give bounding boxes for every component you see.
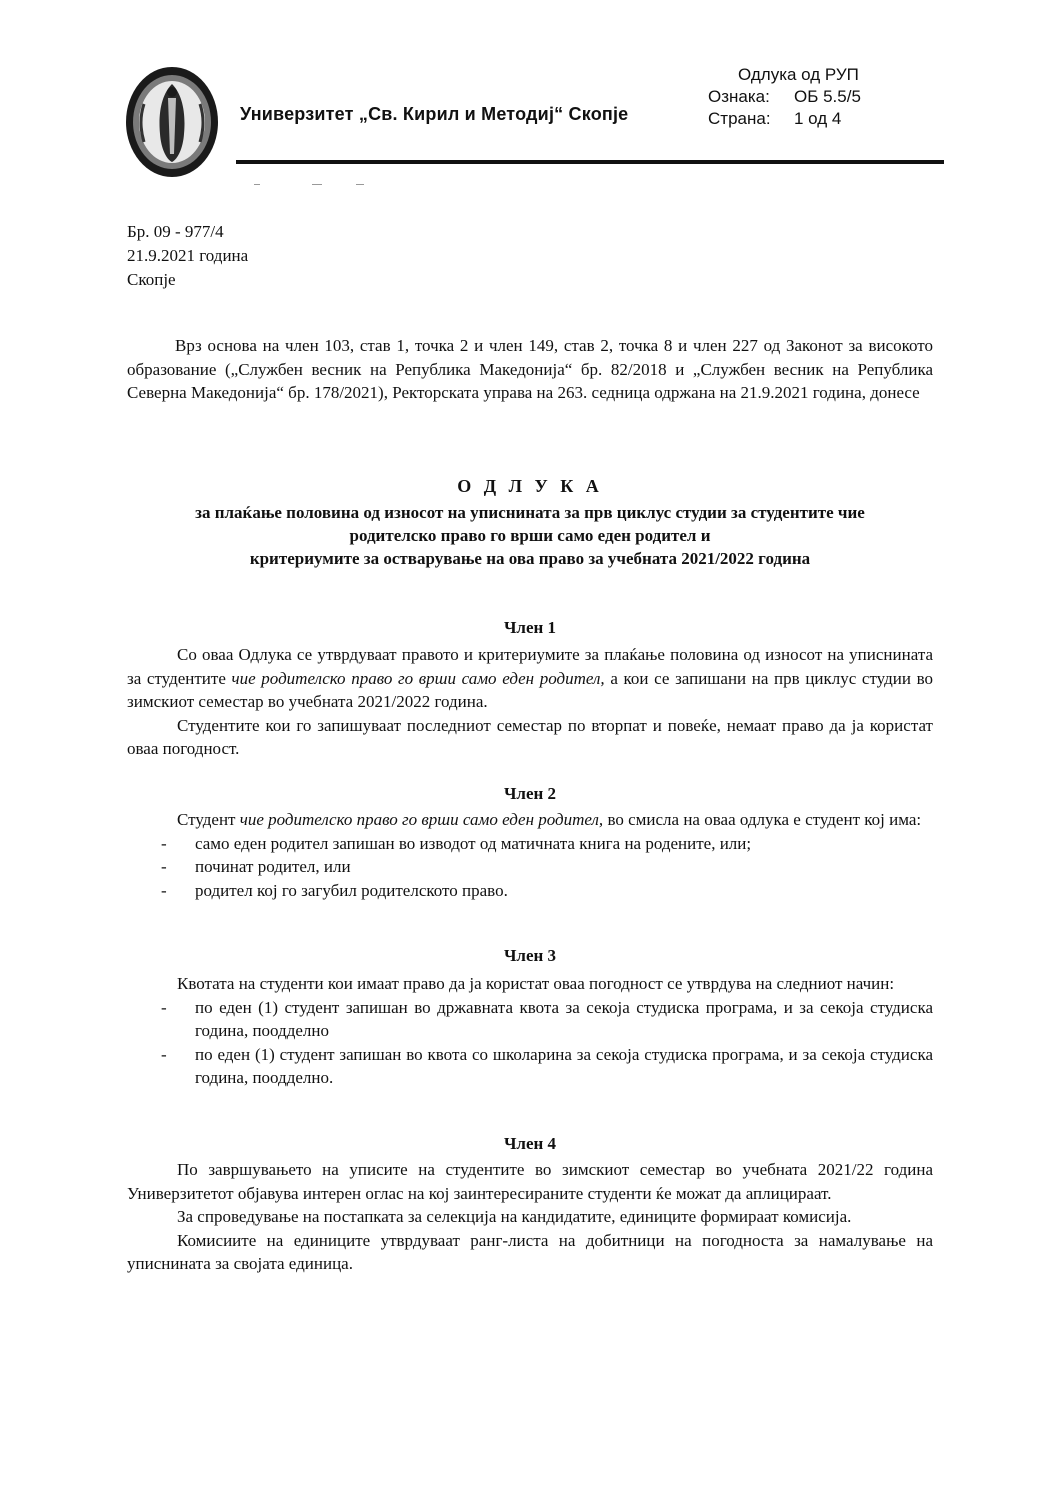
article-2-paragraph-1 [127,808,933,832]
article-1-paragraph-2: Студентите кои го запишуваат последниот семестар по вторпат и повеќе, немаат право да ја користат оваа погодност. [127,715,933,758]
article-1-italic: чие родителско право го врши само еден родител, [231,668,605,688]
article-2-heading: Член 2 [503,784,557,803]
article-3-paragraph-1: Квотата на студенти кои имаат право да ја користат оваа погодност се утврдува на следниот начин: [177,974,895,993]
intro-paragraph: Врз основа на член 103, став 1, точка 2 и член 149, став 2, точка 8 и член 227 од Законот за високото образование („Службен весник на Република Македонија“ бр. 82/2018 и „Службен весник на Република Северна Македонија“ бр. 178/2021), Ректорската управа на 263. седница одржана на 21.9.2021 година, донесе [127,336,933,402]
article-2-body [127,808,933,902]
article-3-heading: Член 3 [503,946,557,965]
article-2-list [127,832,933,903]
doc-code-row [708,86,861,108]
doc-code-label: Ознака: [708,87,770,106]
doc-page-label: Страна: [708,109,771,128]
university-name: Универзитет „Св. Кирил и Методиј“ Скопје [240,104,629,124]
reference-block [127,220,248,292]
list-item: - по еден (1) студент запишан во квота со школарина за секоја студиска програма, и за секоја студиска година, поодделно. [127,1043,933,1090]
scan-speck [312,184,322,185]
reference-date: 21.9.2021 година [127,246,249,265]
doc-page-row [708,108,861,130]
list-item: - починат родител, или [127,855,933,879]
article-2-text-a: Студент [177,810,240,829]
article-2-italic: чие родителско право го врши само еден родител, [239,810,604,829]
article-4-paragraph-3: Комисиите на единиците утврдуваат ранг-листа на добитници на погодноста за намалување на уписнината за својата единица. [127,1230,933,1273]
article-2-text-b: во смисла на оваа одлука е студент кој има: [603,810,922,829]
article-4-body [127,1158,933,1276]
article-3-list [127,996,933,1090]
decision-subtitle-2: родителско право го врши само еден родител и [349,526,711,545]
decision-subtitle-3: критериумите за остварување на ова право за учебната 2021/2022 година [249,549,811,568]
article-4-heading: Член 4 [503,1134,557,1153]
header-rule [236,160,944,164]
article-1-body [127,643,933,761]
reference-number: Бр. 09 - 977/4 [127,222,224,241]
scan-speck [254,184,260,185]
article-3-body [127,972,933,1090]
article-1-text-a: Со оваа Одлука се утврдуваат правото и критериумите за плаќање половина од износот на уписнината за студентите [127,645,933,688]
scan-speck [356,184,364,185]
university-seal-icon [124,64,220,180]
reference-city: Скопје [127,270,176,289]
doc-page: 1 од 4 [794,109,842,128]
decision-subtitle-1: за плаќање половина од износот на уписнината за прв циклус студии за студентите чие [195,503,865,522]
list-item: - само еден родител запишан во изводот од матичната книга на родените, или; [127,832,933,856]
article-1-text-b: а кои се запишани на прв циклус студии во зимскиот семестар во учебната 2021/2022 година. [127,668,934,711]
list-item: - по еден (1) студент запишан во државната квота за секоја студиска програма, и за секоја студиска година, поодделно [127,996,933,1043]
article-4-paragraph-2: За спроведување на постапката за селекција на кандидатите, единиците формираат комисија. [177,1207,852,1226]
decision-title: О Д Л У К А [457,476,603,496]
doc-code: ОБ 5.5/5 [794,87,861,106]
list-item: - родител кој го загубил родителското право. [127,879,933,903]
document-meta [708,64,861,130]
doc-title: Одлука од РУП [738,65,859,84]
article-4-paragraph-1: По завршувањето на уписите на студентите во зимскиот семестар во учебната 2021/22 година Универзитетот објавува интерен оглас на кој заинтересираните студенти ќе можат да аплицираат. [127,1160,933,1203]
decision-title-block [127,476,933,570]
article-1-paragraph-1 [127,643,933,714]
article-1-heading: Член 1 [503,618,557,637]
